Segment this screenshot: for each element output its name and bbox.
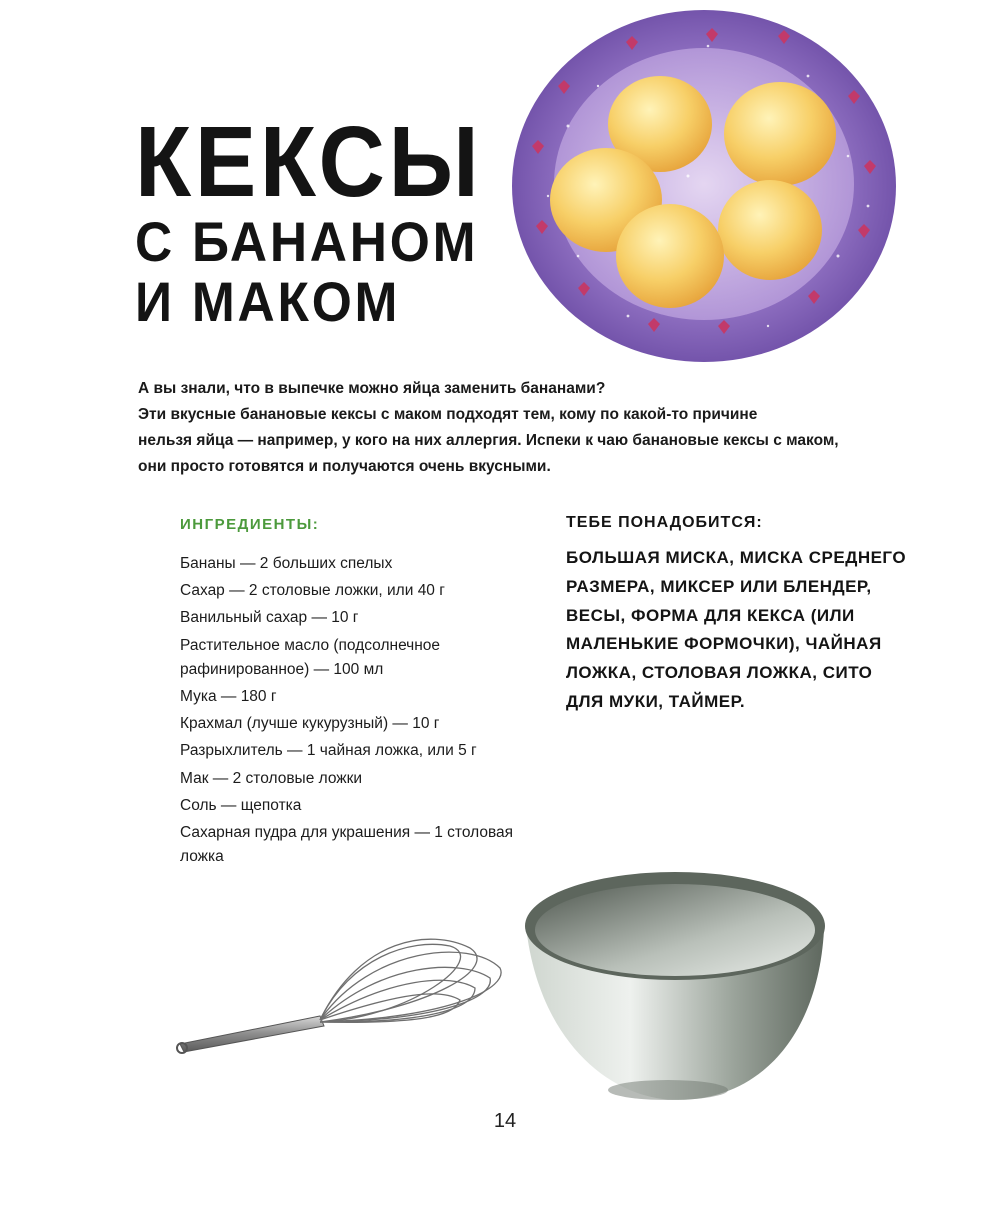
ingredient-item: Сахар — 2 столовые ложки, или 40 г: [180, 582, 445, 600]
intro-line: нельзя яйца — например, у кого на них аллергия. Испеки к чаю банановые кексы с маком,: [138, 432, 839, 449]
tools-line: ДЛЯ МУКИ, ТАЙМЕР.: [566, 691, 746, 711]
tools-line: ВЕСЫ, ФОРМА ДЛЯ КЕКСА (ИЛИ: [566, 605, 855, 625]
intro-line: они просто готовятся и получаются очень вкусными.: [138, 458, 551, 475]
ingredient-item: Ванильный сахар — 10 г: [180, 609, 359, 627]
ingredient-item: Бананы — 2 больших спелых: [180, 555, 393, 572]
intro-paragraph: [138, 376, 878, 480]
whisk-illustration: [170, 928, 510, 1058]
ingredient-item: Мука — 180 г: [180, 688, 277, 706]
page-number: 14: [493, 1110, 517, 1132]
ingredient-item: Сахарная пудра для украшения — 1 столовая ложка: [180, 824, 514, 866]
tools-line: ЛОЖКА, СТОЛОВАЯ ЛОЖКА, СИТО: [566, 663, 873, 683]
tools-list: [566, 544, 907, 717]
title-line-2: С БАНАНОМ: [135, 210, 479, 273]
tools-heading: ТЕБЕ ПОНАДОБИТСЯ:: [566, 514, 763, 531]
bowl-illustration: [518, 868, 830, 1104]
intro-line: А вы знали, что в выпечке можно яйца заменить бананами?: [138, 380, 606, 397]
ingredients-list: [180, 552, 520, 872]
ingredient-item: Растительное масло (подсолнечное рафинированное) — 100 мл: [180, 636, 441, 678]
ingredient-item: Соль — щепотка: [180, 796, 302, 814]
plate-with-muffins-illustration: [508, 6, 900, 366]
ingredient-item: Мак — 2 столовые ложки: [180, 769, 363, 787]
intro-line: Эти вкусные банановые кексы с маком подходят тем, кому по какой-то причине: [138, 406, 758, 423]
tools-line: БОЛЬШАЯ МИСКА, МИСКА СРЕДНЕГО: [566, 548, 907, 567]
recipe-title: [135, 106, 513, 333]
ingredient-item: Разрыхлитель — 1 чайная ложка, или 5 г: [180, 742, 477, 760]
ingredient-item: Крахмал (лучше кукурузный) — 10 г: [180, 715, 440, 733]
ingredients-heading: ИНГРЕДИЕНТЫ:: [180, 516, 320, 533]
tools-line: РАЗМЕРА, МИКСЕР ИЛИ БЛЕНДЕР,: [566, 576, 872, 596]
title-main: КЕКСЫ: [135, 106, 483, 218]
tools-line: МАЛЕНЬКИЕ ФОРМОЧКИ), ЧАЙНАЯ: [566, 634, 882, 654]
title-line-3: И МАКОМ: [135, 270, 401, 333]
